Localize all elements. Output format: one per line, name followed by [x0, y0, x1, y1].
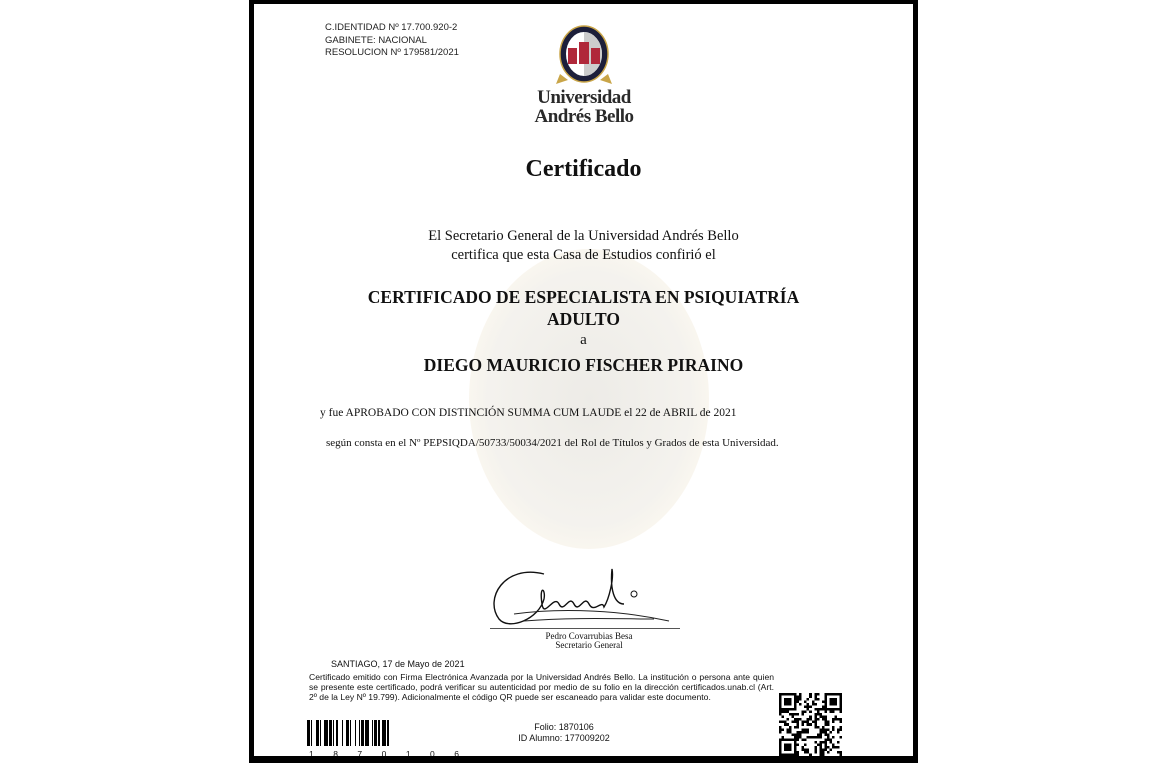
- id-number: C.IDENTIDAD Nº 17.700.920-2: [325, 22, 458, 33]
- barcode-digit: 1: [405, 749, 411, 759]
- issue-date: SANTIAGO, 17 de Mayo de 2021: [331, 659, 465, 669]
- barcode-digit: 6: [454, 749, 459, 759]
- signer-role: Secretario General: [555, 640, 623, 650]
- barcode-digit: 0: [381, 749, 387, 759]
- certificate-page: [249, 0, 918, 763]
- degree-line: ADULTO: [547, 309, 620, 329]
- approval-text: y fue APROBADO CON DISTINCIÓN SUMMA CUM LAUDE el 22 de ABRIL de 2021: [320, 407, 737, 419]
- barcode-digit: 7: [357, 749, 363, 759]
- university-name: [504, 88, 664, 126]
- barcode-digit: 0: [430, 749, 435, 759]
- university-name-line1: Universidad: [537, 87, 631, 108]
- recipient-name: DIEGO MAURICIO FISCHER PIRAINO: [423, 355, 744, 375]
- university-name-line2: Andrés Bello: [534, 106, 634, 127]
- certificate-title: Certificado: [525, 156, 642, 182]
- legal-notice: Certificado emitido con Firma Electrónica Avanzada por la Universidad Andrés Bello. La institución o persona ante quien se presente este certificado, podrá verificar su autenticidad por medio de su folio en la dirección certificados.unab.cl (Art. 2º de la Ley Nº 19.799). Adicionalmente el código QR puede ser escaneado para validar este documento.: [309, 672, 774, 703]
- intro-text: [254, 227, 913, 265]
- barcode: [307, 720, 457, 746]
- qr-code-icon[interactable]: [777, 693, 844, 756]
- signature-icon: [484, 559, 684, 634]
- intro-line: certifica que esta Casa de Estudios confirió el: [451, 247, 716, 263]
- record-text: según consta en el Nº PEPSIQDA/50733/50034/2021 del Rol de Títulos y Grados de esta Universidad.: [326, 437, 779, 449]
- id-info: [325, 22, 459, 60]
- barcode-digit: 8: [333, 749, 338, 759]
- signer: [489, 632, 689, 650]
- connector-text: a: [580, 332, 587, 348]
- signer-name: Pedro Covarrubias Besa: [545, 631, 633, 641]
- resolution: RESOLUCION Nº 179581/2021: [325, 47, 459, 58]
- signature-line: [490, 628, 680, 629]
- folio-info: [484, 722, 644, 744]
- university-logo-icon: [554, 22, 614, 90]
- barcode-digit: 1: [309, 749, 314, 759]
- cabinet: GABINETE: NACIONAL: [325, 34, 427, 46]
- degree-line: CERTIFICADO DE ESPECIALISTA EN PSIQUIATRÍA: [367, 287, 800, 307]
- folio-number: Folio: 1870106: [534, 722, 594, 732]
- barcode-digits: [309, 749, 459, 759]
- student-id: ID Alumno: 177009202: [518, 733, 610, 743]
- degree-name: [254, 286, 913, 330]
- intro-line: El Secretario General de la Universidad Andrés Bello: [428, 228, 739, 244]
